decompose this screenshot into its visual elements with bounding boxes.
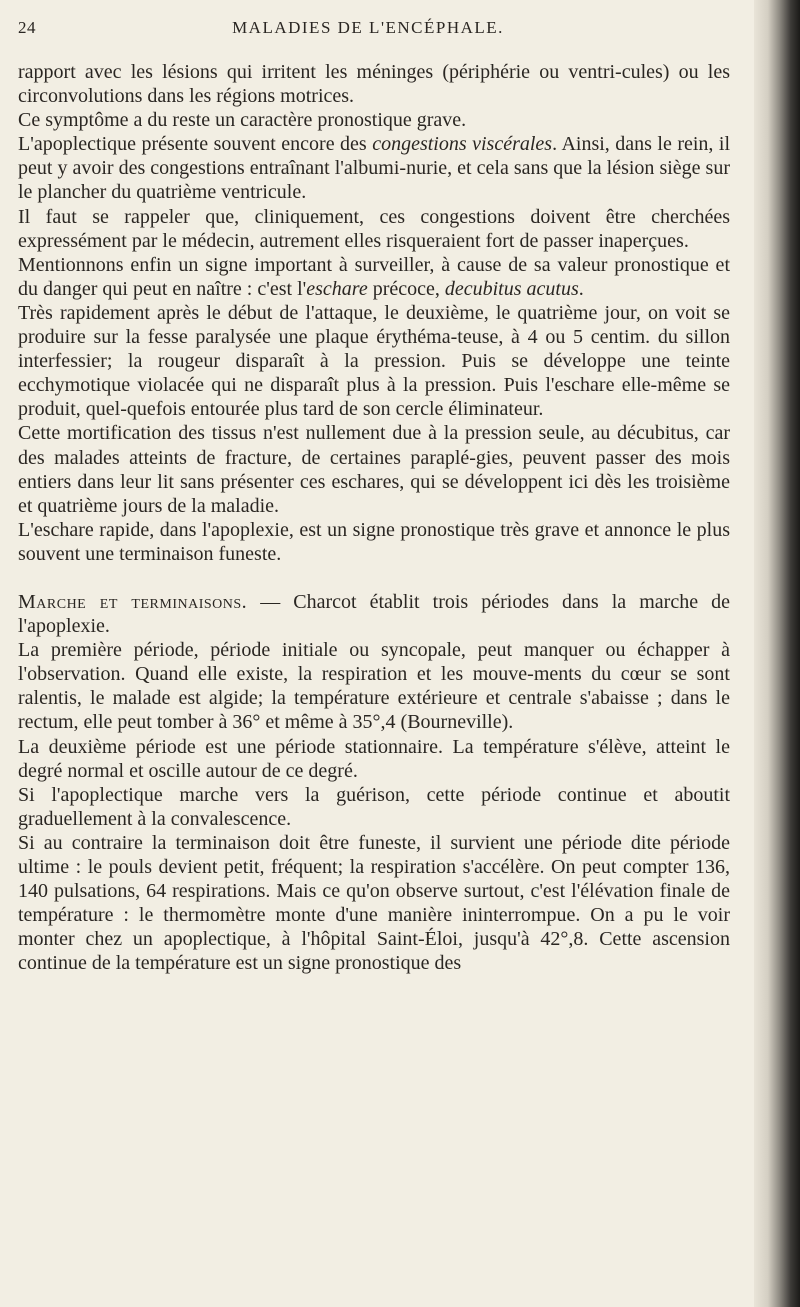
text-run: La deuxième période est une période stationnaire. La température s'élève, atteint le degré normal et oscille autour de ce degré. bbox=[18, 735, 730, 782]
paragraph bbox=[18, 421, 730, 517]
text-run: Ce symptôme a du reste un caractère pronostique grave. bbox=[18, 109, 467, 132]
paragraph bbox=[18, 60, 730, 108]
paragraph bbox=[18, 108, 730, 132]
page-binding-edge bbox=[754, 0, 800, 1307]
text-run: . Ainsi, dans le rein, il peut y avoir des congestions entraînant l'albumi-nurie, et cela sans que la lésion siège sur le plancher du quatrième ventricule. bbox=[18, 133, 731, 204]
text-run: Si au contraire la terminaison doit être funeste, il survient une période dite période ultime : le pouls devient petit, fréquent; la respiration s'accélère. On peut compter 136, 140 pulsations, 64 respirations. Mais ce qu'on observe surtout, c'est l'élévation finale de température : le thermomètre monte d'une manière ininterrompue. On a pu le voir monter chez un apoplectique, à l'hôpital Saint-Éloi, jusqu'à 42°,8. Cette ascension continue de la température est un signe pronostique des bbox=[18, 831, 730, 975]
paragraph bbox=[18, 735, 730, 783]
running-title: MALADIES DE L'ENCÉPHALE. bbox=[232, 18, 504, 37]
paragraph bbox=[18, 590, 730, 638]
italic-term: congestions viscérales bbox=[372, 133, 553, 156]
paragraph bbox=[18, 783, 730, 831]
section-heading: Marche et terminaisons. bbox=[18, 590, 248, 613]
italic-term: eschare bbox=[306, 277, 368, 300]
text-run: précoce, bbox=[367, 277, 445, 300]
text-run: Très rapidement après le début de l'attaque, le deuxième, le quatrième jour, on voit se produire sur la fesse paralysée une plaque érythéma-teuse, à 4 ou 5 centim. du sillon interfessier; la rougeur disparaît à la pression. Puis se développe une teinte ecchymotique violacée qui ne disparaît plus à la pression. Puis l'eschare elle-même se produit, quel-quefois entourée plus tard de son cercle éliminateur. bbox=[18, 301, 730, 421]
paragraph bbox=[18, 301, 730, 421]
body-text bbox=[18, 60, 730, 975]
text-run: — Charcot établit trois périodes dans la marche de l'apoplexie. bbox=[18, 590, 730, 638]
text-run: Cette mortification des tissus n'est nullement due à la pression seule, au décubitus, car des malades atteints de fracture, de certaines paraplé-gies, peuvent passer des mois entiers dans leur lit sans présenter ces eschares, qui se développent ici dès les troisième et quatrième jours de la maladie. bbox=[18, 422, 730, 517]
text-run: L'apoplectique présente souvent encore des bbox=[18, 133, 373, 156]
paragraph bbox=[18, 132, 730, 204]
page-header bbox=[18, 18, 718, 44]
paragraph bbox=[18, 638, 730, 734]
paragraph bbox=[18, 205, 730, 253]
text-run: Il faut se rappeler que, cliniquement, ces congestions doivent être cherchées expressément par le médecin, autrement elles risqueraient fort de passer inaperçues. bbox=[18, 205, 730, 252]
text-run: La première période, période initiale ou syncopale, peut manquer ou échapper à l'observation. Quand elle existe, la respiration et les mouve-ments du cœur se sont ralentis, le malade est algide; la température extérieure et centrale s'abaisse ; dans le rectum, elle peut tomber à 36° et même à 35°,4 (Bourneville). bbox=[18, 639, 730, 734]
section-gap bbox=[18, 566, 730, 590]
italic-term: decubitus acutus bbox=[444, 277, 579, 300]
paragraph bbox=[18, 253, 730, 301]
text-run: rapport avec les lésions qui irritent les méninges (périphérie ou ventri-cules) ou les circonvolutions dans les régions motrices. bbox=[18, 61, 730, 108]
page-number: 24 bbox=[18, 18, 36, 37]
paragraph bbox=[18, 518, 730, 566]
paragraph bbox=[18, 831, 730, 976]
text-run: L'eschare rapide, dans l'apoplexie, est un signe pronostique très grave et annonce le plus souvent une terminaison funeste. bbox=[18, 518, 730, 565]
text-run: Si l'apoplectique marche vers la guérison, cette période continue et aboutit graduellement à la convalescence. bbox=[18, 783, 730, 830]
text-run: Mentionnons enfin un signe important à surveiller, à cause de sa valeur pronostique et du danger qui peut en naître : c'est l' bbox=[18, 253, 730, 300]
text-run: . bbox=[578, 277, 584, 300]
